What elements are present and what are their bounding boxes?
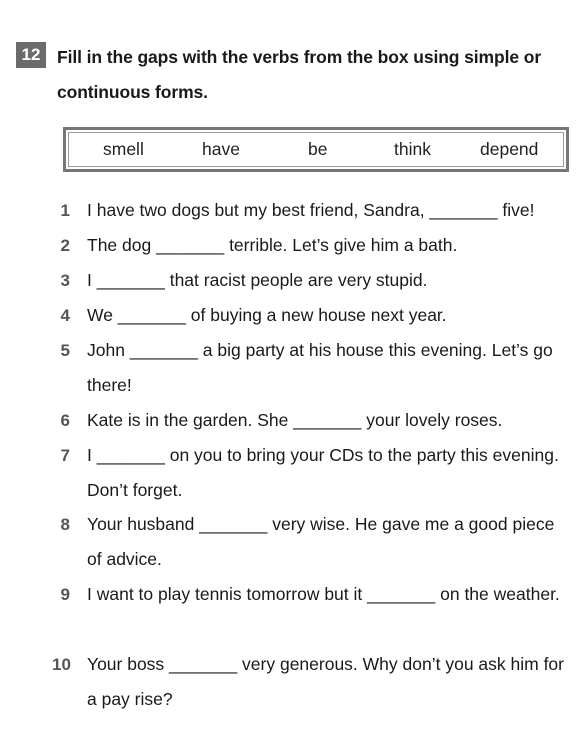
item-number: 3: [60, 271, 70, 290]
item-text: Kate is in the garden. She _______ your lovely roses.: [87, 410, 503, 430]
item-number: 6: [60, 411, 70, 430]
exercise-instruction: Fill in the gaps with the verbs from the box using simple or continuous forms.: [57, 47, 542, 102]
word-box-word: smell: [103, 139, 144, 159]
item-text: The dog _______ terrible. Let’s give him a bath.: [87, 235, 458, 255]
word-box-word: have: [202, 139, 240, 159]
item-number: 8: [60, 515, 70, 534]
item-text: I want to play tennis tomorrow but it _______ on the weather.: [87, 584, 560, 604]
item-text: John _______ a big party at his house this evening. Let’s go there!: [87, 340, 553, 395]
exercise-number-badge: 12: [16, 42, 46, 68]
item-text: I _______ on you to bring your CDs to the party this evening. Don’t forget.: [87, 445, 559, 500]
item-number: 2: [60, 236, 70, 255]
word-box-inner: [68, 132, 564, 167]
item-text: Your husband _______ very wise. He gave me a good piece of advice.: [87, 514, 555, 569]
word-box-word: depend: [480, 139, 539, 159]
item-number: 4: [60, 306, 70, 325]
item-text: I have two dogs but my best friend, Sandra, _______ five!: [87, 200, 535, 220]
item-number: 5: [60, 341, 70, 360]
word-box-word: think: [394, 139, 431, 159]
item-number: 1: [60, 201, 70, 220]
item-number: 7: [60, 446, 70, 465]
word-box: [63, 127, 569, 172]
item-number: 10: [52, 655, 71, 674]
item-text: Your boss _______ very generous. Why don’t you ask him for a pay rise?: [87, 654, 564, 709]
item-text: We _______ of buying a new house next year.: [87, 305, 447, 325]
word-box-word: be: [308, 139, 328, 159]
item-number: 9: [60, 585, 70, 604]
item-text: I _______ that racist people are very stupid.: [87, 270, 428, 290]
